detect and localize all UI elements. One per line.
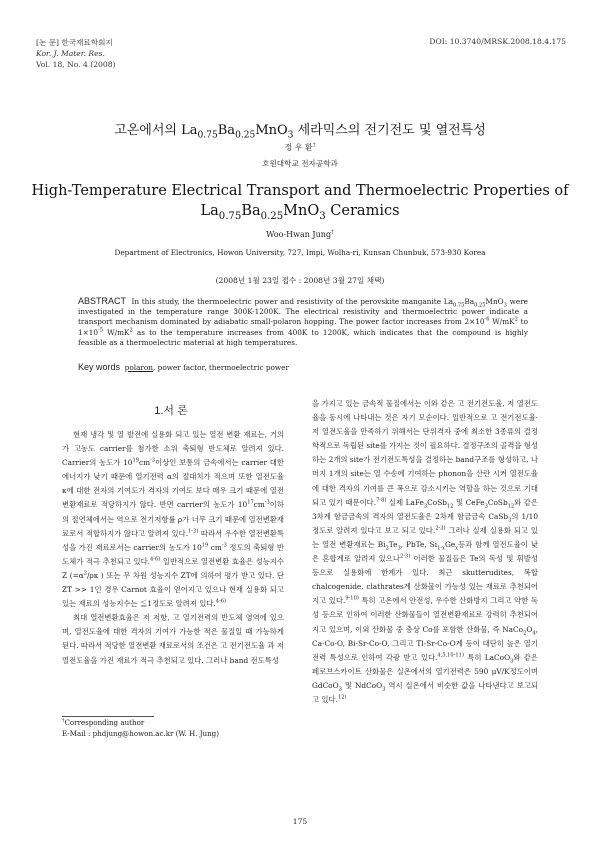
journal-name-ko: [논 문] 한국재료학회지 <box>36 38 113 47</box>
abstract-heading: ABSTRACT <box>78 296 127 306</box>
paragraph: 최대 열전변환효율은 저 저항, 고 열기전력의 반도체 영역에 있으며, 열전도율에 대한 격자의 기여가 가능한 적은 물질일 때 가능하게 된다. 따라서 적당한 열전변환 재료로서의 조건은 고 전기전도율 과 저 열전도율을 가진 재료가 적극 추천되고 있다. 그러나 band 전도특성 <box>62 613 284 665</box>
received-dates: (2008년 1월 23일 접수 : 2008년 3월 27일 채택) <box>215 276 385 285</box>
author-en: Woo-Hwan Jung† <box>266 229 334 239</box>
section-title: 1.서 론 <box>154 405 188 417</box>
footnote-rule <box>62 716 154 717</box>
author-ko: 정 우 환† <box>284 142 316 152</box>
abstract: ABSTRACT In this study, the thermoelectric power and resistivity of the perovskite manganite $La_{0.75}Ba_{0.25}MnO_3$ were investigated in the temperature range 300K-1200K. The electrical resistivity and thermoelectric power indicate a transport mechanism dominated by adiabatic small-polaron hopping. The power factor increases from $2\times 10^{-6}$ $W/mK^2$ to $1\times 10^{-5}$ $W/mK^2$ as to the temperature increases from 400K to 1200K, which indicates that the compound is highly feasible as a thermoelectric material at high temperatures. <box>78 296 528 347</box>
journal-name-en: Kor. J. Mater. Res. <box>36 49 105 58</box>
footnote: †Corresponding author E-Mail : phdjung@howon.ac.kr (W. H. Jung) <box>62 717 219 738</box>
doi[interactable]: DOI: 10.3740/MRSK.2008.18.4.175 <box>429 37 566 46</box>
right-column <box>312 397 538 707</box>
affiliation-en: Department of Electronics, Howon University, 727, Impi, Wolha-ri, Kunsan Chunbuk, 573-930 Korea <box>114 248 486 257</box>
keywords: Key words polaron, power factor, thermoelectric power <box>78 362 289 372</box>
page-number: 175 <box>292 817 308 826</box>
keyword-link[interactable]: polaron <box>124 363 154 372</box>
paragraph: 현재 냉각 및 열 발전에 실용화 되고 있는 열전 변환 재료는, 거의가 고농도 carrier를 첨가한 소위 축퇴형 반도체로 알려져 있다. Carrier의 농도가 $10^{19}cm^{-3}$이상인 보통의 금속에서는 carrier 대한 에너지가 낮기 때문에 열기전력 α의 절대치가 적으며 또한 열전도율 κ에 대한 전자의 기여도가 격자의 기여도 보다 매우 크기 때문에 열전변환재료로 적당하지가 않다. 반면 carrier의 농도가 $10^{17}cm^{-3}$이하의 절연체에서는 역으로 전기저항률 ρ가 너무 크기 때문에 열전변환재료로서 적합하지가 않다고 알려져 있다.$^{1-3)}$ 따라서 우수한 열전변환특성을 가진 재료로서는 carrier의 농도가 $10^{19}$ $cm^{-3}$ 정도의 축퇴형 반도체가 적극 추천되고 있다.$^{4-6)}$ 일반적으로 열전변환 효율은 성능지수 Z ($=\alpha^2/\rho\kappa$ ) 또는 무 차원 성능지수 ZT에 의하여 평가 받고 있다. 단 ZT >> 1인 경우 Carnot 효율이 얻어지고 있으나 현재 실용화 되고 있는 재료의 성능지수는 ≦1정도로 알려져 있다.$^{4-6)}$ <box>62 430 285 609</box>
journal-volume: Vol. 18, No. 4 (2008) <box>36 60 116 69</box>
affiliation-ko: 호원대학교 전자공학과 <box>262 159 338 168</box>
paper-title-ko: 고온에서의 $La_{0.75}Ba_{0.25}MnO_3$ 세라믹스의 전기전도 및 열전특성 <box>114 123 486 141</box>
paragraph: 을 가지고 있는 금속적 물질에서는 이와 같은 고 전기전도율, 저 열전도율을 동시에 나타내는 것은 자기 모순이다. 일반적으로 고 전기전도율·저 열전도율을 만족하기 위해서는 단위격자 중에 최소한 3종류의 결정학적으로 독립된 site를 가지는 것이 필요하다. 결정구조의 골격을 형성하는 2개의 site가 전기전도특성을 결정하는 band구조를 형성하고, 나머지 1개의 site는 열 수송에 기여하는 phonon을 산란 시켜 열전도율에 대한 격자의 기여를 큰 폭으로 감소시키는 역할을 하는 것으로 기대되고 있기 때문이다.$^{7-8)}$ 실제 LaFe$_3$CoSb$_{12}$ 및 CeFe$_3$CoSb$_{12}$와 같은 3차계 함금금속의 격자의 열전도율은 2차계 함금금속 CaSb$_3$의 1/10정도로 알려져 있다고 보고 되고 있다.$^{2-3)}$ 그러나 실제 실용화 되고 있는 열전 변환재료는 $Bi_2Te_3$, PbTe, $Si_{1-x}Ge_x$등과 함께 열전도율이 낮은 혼합계로 알려져 있으나$^{2-3)}$ 이러한 물질들은 Te의 독성 및 휘발성 등으로 실용화에 한계가 있다. 최근 skutterudites, 복합 chalcogenide, clathrates계 산화물이 가능성 있는 재료로 추천되어 지고 있다.$^{9-10)}$ 특히 고온에서 안전성, 우수한 산화방지 그리고 약한 독성 등으로 인하여 이러한 산화물들이 열전변환재료로 강력히 추천되어지고 있으며, 이외 산화물 중 층상 Co를 포함한 산화물, 즉 $NaCo_2O_4$, Ca-Co-O, Bi-Sr-Co-O, 그리고 Tl-Sr-Co-O계 등이 대단히 높은 열기전력 특성으로 인하여 각광 받고 있다.$^{4,5,10-11)}$ 특히 LaCoO$_3$와 같은 페로브스카이트 산화물은 실온에서의 열기전력은 590 μV/K정도이며 GdCoO$_3$ 및 NdCoO$_3$ 역시 실온에서 비슷한 값을 나타낸다고 보고되고 있다.$^{12)}$ <box>312 399 539 704</box>
paper-title-en: High-Temperature Electrical Transport and Thermoelectric Properties of $La_{0.75}Ba_{0.25}MnO_3$ Ceramics <box>31 183 569 222</box>
left-column <box>62 428 284 668</box>
keywords-heading: Key words <box>78 362 121 372</box>
journal-header <box>36 37 116 70</box>
corresponding-email[interactable]: E-Mail : phdjung@howon.ac.kr (W. H. Jung) <box>62 728 219 738</box>
